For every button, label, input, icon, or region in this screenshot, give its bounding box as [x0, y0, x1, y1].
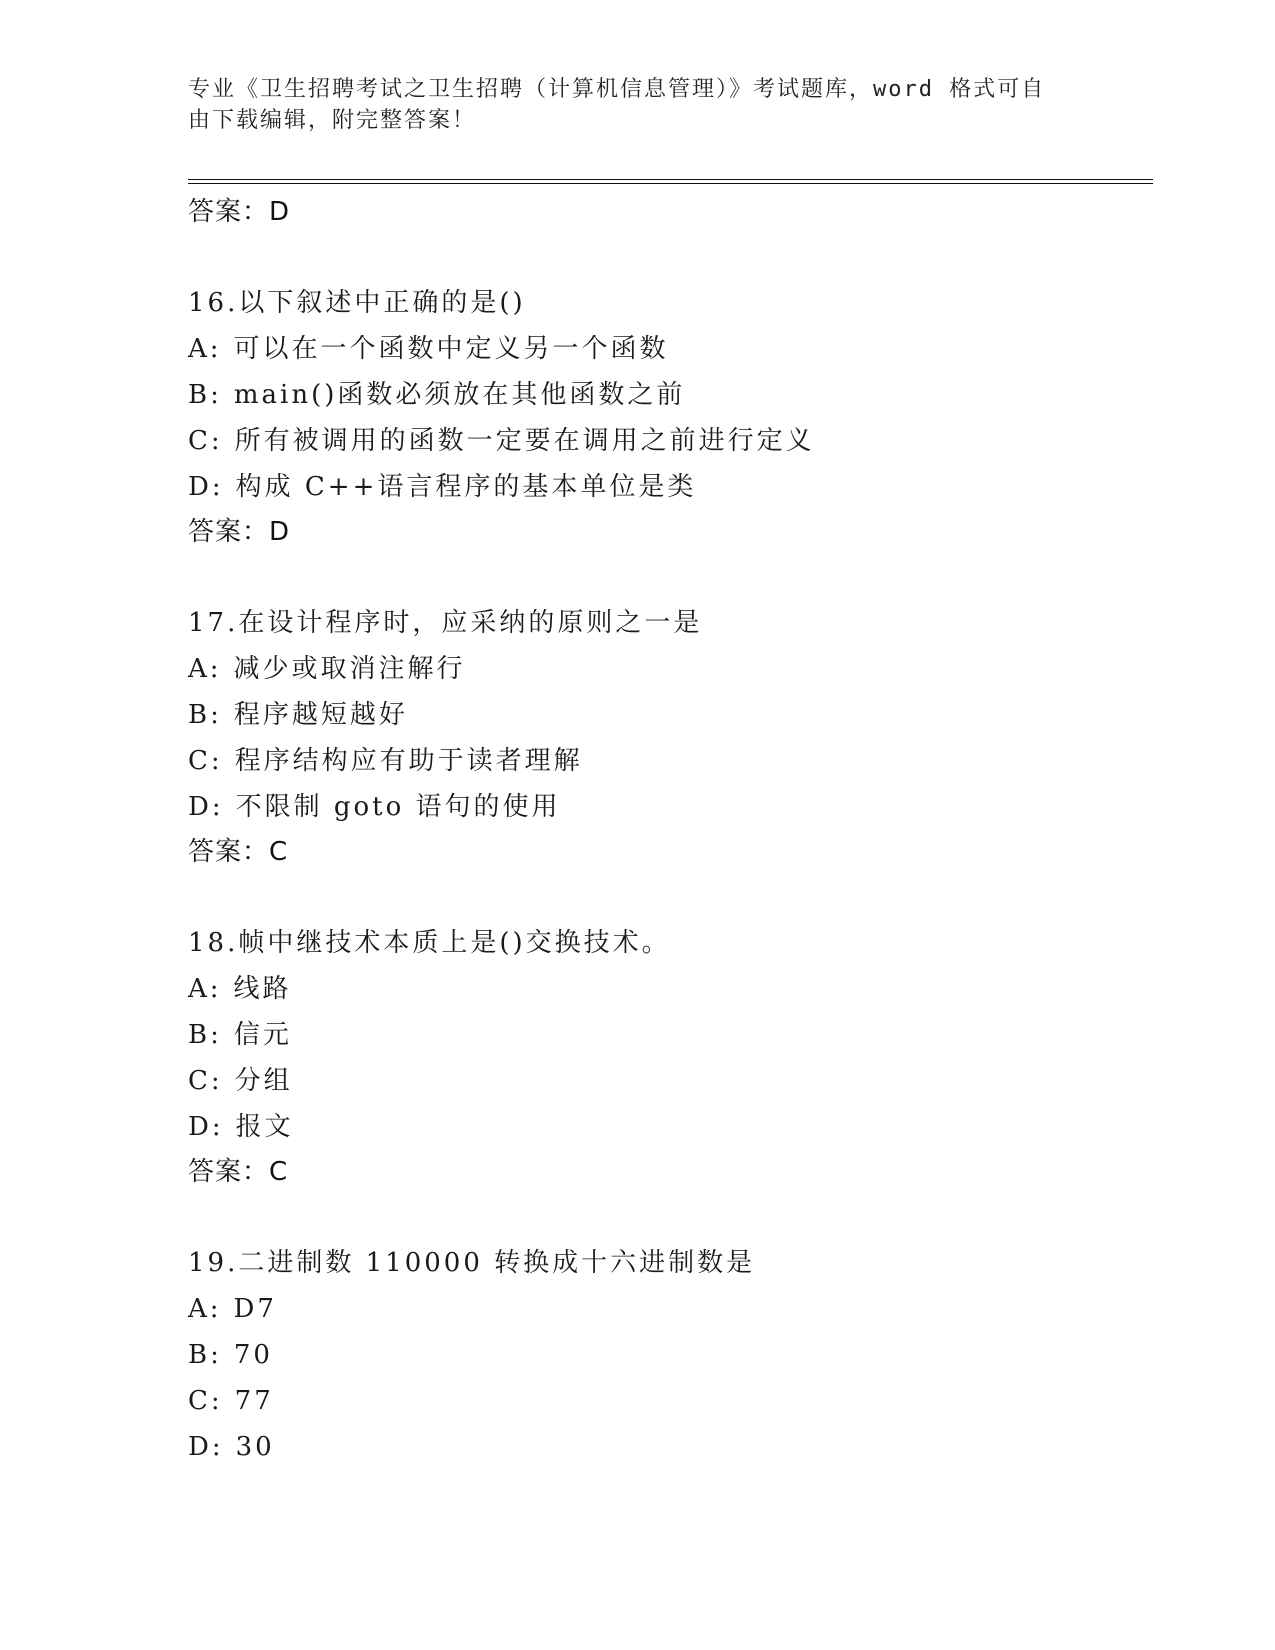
spacer: [188, 235, 1148, 280]
question-block: [188, 1240, 1148, 1470]
option-text: 程序结构应有助于读者理解: [234, 746, 583, 776]
option-letter: D: [188, 1112, 212, 1142]
option-letter: D: [188, 1432, 212, 1462]
option-b: B: main()函数必须放在其他函数之前: [188, 380, 686, 410]
option-b: B: 程序越短越好: [188, 700, 408, 730]
option-c: C: 程序结构应有助于读者理解: [188, 746, 583, 776]
answer-line: 答案：C: [188, 1157, 289, 1187]
option-letter: C: [188, 426, 211, 456]
option-letter: C: [188, 746, 211, 776]
question-list: [188, 190, 1148, 1470]
option-a: A: 减少或取消注解行: [188, 654, 466, 684]
option-a: A: 可以在一个函数中定义另一个函数: [188, 334, 669, 364]
question-block: [188, 920, 1148, 1195]
option-letter: B: [188, 1020, 211, 1050]
option-text: D7: [233, 1294, 277, 1324]
option-text: 70: [233, 1340, 273, 1370]
question-block: [188, 280, 1148, 555]
option-text: 线路: [233, 974, 292, 1004]
option-text: 30: [235, 1432, 275, 1462]
spacer: [188, 875, 1148, 920]
option-letter: B: [188, 380, 211, 410]
option-d: D: 报文: [188, 1112, 294, 1142]
question-block: [188, 600, 1148, 875]
option-c: C: 分组: [188, 1066, 293, 1096]
document-header: [188, 74, 1068, 136]
option-d: D: 30: [188, 1432, 275, 1462]
option-text: 不限制 goto 语句的使用: [235, 792, 561, 822]
answer-line: 答案：D: [188, 517, 291, 547]
option-b: B: 信元: [188, 1020, 292, 1050]
option-text: 可以在一个函数中定义另一个函数: [233, 334, 669, 364]
option-letter: B: [188, 700, 211, 730]
option-letter: C: [188, 1386, 211, 1416]
header-line-1: 专业《卫生招聘考试之卫生招聘（计算机信息管理）》考试题库，word 格式可自: [188, 77, 1046, 102]
header-divider-top: [188, 179, 1153, 180]
option-letter: D: [188, 792, 212, 822]
option-c: C: 77: [188, 1386, 274, 1416]
question-stem: 16.以下叙述中正确的是(): [188, 288, 526, 318]
option-a: A: D7: [188, 1294, 277, 1324]
header-divider-bottom: [188, 183, 1153, 184]
option-letter: D: [188, 472, 212, 502]
spacer: [188, 555, 1148, 600]
question-stem: 18.帧中继技术本质上是()交换技术。: [188, 928, 671, 958]
option-letter: C: [188, 1066, 211, 1096]
question-stem: 17.在设计程序时，应采纳的原则之一是: [188, 608, 703, 638]
option-d: D: 构成 C++语言程序的基本单位是类: [188, 472, 697, 502]
option-letter: B: [188, 1340, 211, 1370]
option-text: 程序越短越好: [233, 700, 408, 730]
answer-line: 答案：C: [188, 837, 289, 867]
option-a: A: 线路: [188, 974, 292, 1004]
option-text: 报文: [235, 1112, 294, 1142]
answer-line: 答案：D: [188, 197, 291, 227]
option-text: 构成 C++语言程序的基本单位是类: [235, 472, 697, 502]
option-letter: A: [188, 1294, 210, 1324]
option-letter: A: [188, 334, 210, 364]
option-text: 分组: [234, 1066, 293, 1096]
option-text: 77: [234, 1386, 274, 1416]
option-text: 减少或取消注解行: [233, 654, 466, 684]
option-c: C: 所有被调用的函数一定要在调用之前进行定义: [188, 426, 815, 456]
option-letter: A: [188, 654, 210, 684]
option-text: 信元: [233, 1020, 292, 1050]
option-text: main()函数必须放在其他函数之前: [233, 380, 686, 410]
option-text: 所有被调用的函数一定要在调用之前进行定义: [234, 426, 815, 456]
header-line-2: 由下载编辑，附完整答案！: [188, 108, 477, 133]
option-b: B: 70: [188, 1340, 273, 1370]
option-letter: A: [188, 974, 210, 1004]
spacer: [188, 1195, 1148, 1240]
option-d: D: 不限制 goto 语句的使用: [188, 792, 561, 822]
question-stem: 19.二进制数 110000 转换成十六进制数是: [188, 1248, 756, 1278]
